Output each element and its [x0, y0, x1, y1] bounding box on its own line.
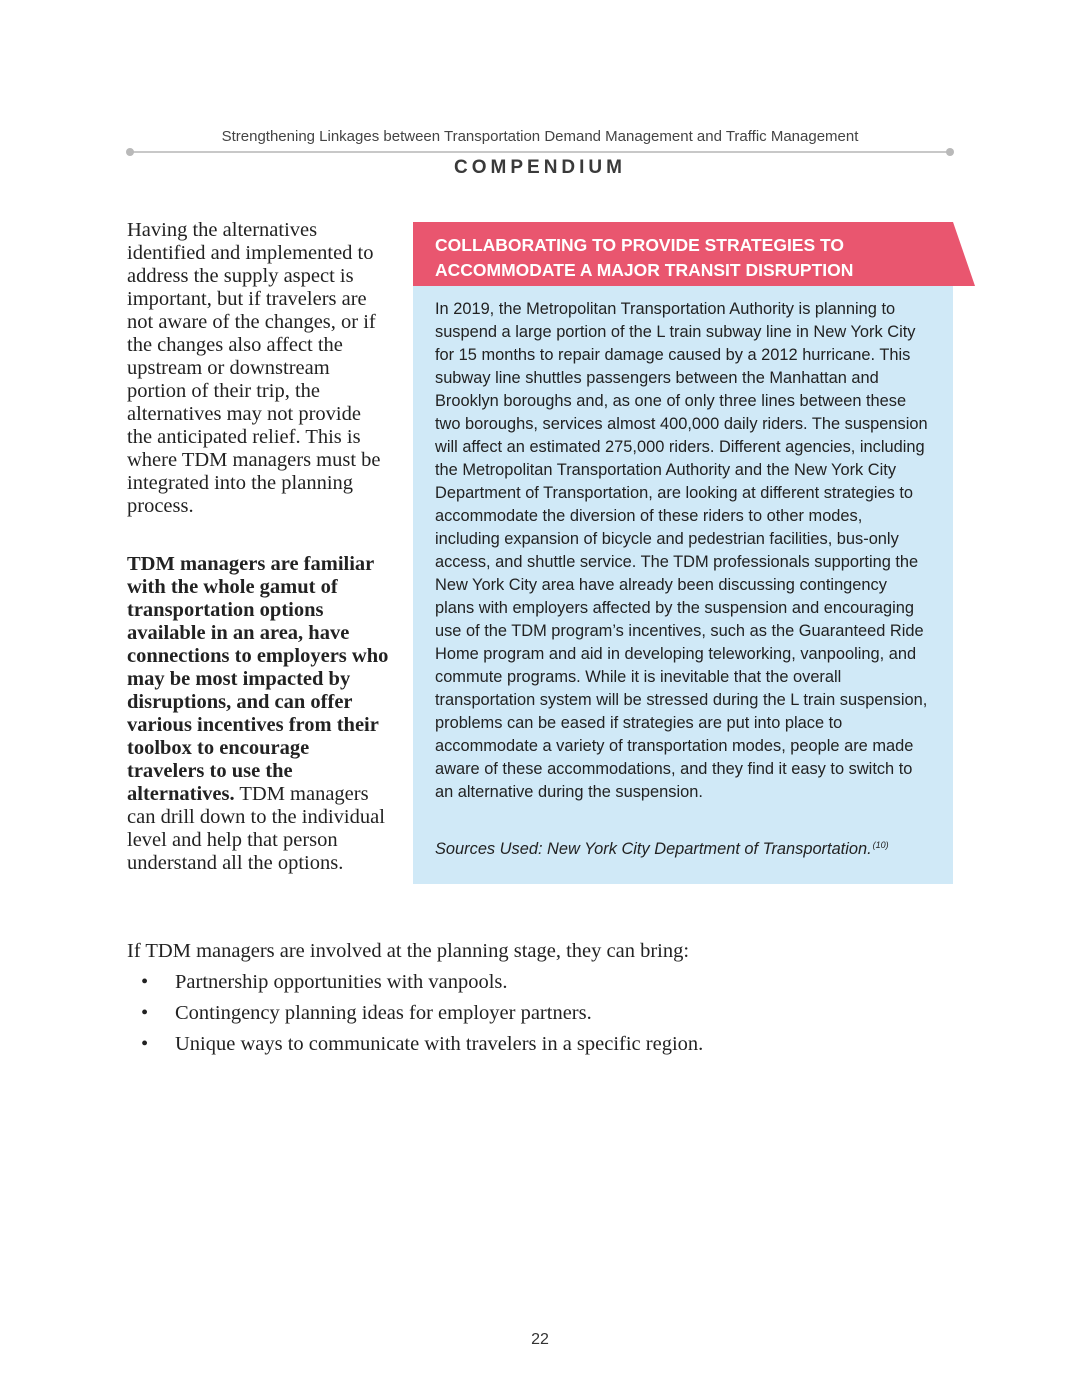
list-item — [127, 1032, 947, 1056]
sidebar-title: COLLABORATING TO PROVIDE STRATEGIES TO ACCOMMODATE A MAJOR TRANSIT DISRUPTION — [435, 235, 854, 280]
list-item-text: Contingency planning ideas for employer partners. — [175, 1002, 592, 1024]
sidebar-body — [435, 298, 930, 804]
compendium-label: COMPENDIUM — [454, 157, 626, 178]
paragraph-alternatives: Having the alternatives identified and implemented to address the supply aspect is important, but if travelers are not aware of the changes, or if the changes also affect the upstream or downstream portion of their trip, the alternatives may not provide the anticipated relief. This is where TDM managers must be integrated into the planning process. — [127, 219, 381, 517]
bullet-dot: • — [141, 1002, 149, 1024]
bullet-dot: • — [141, 971, 149, 993]
list-item — [127, 1001, 947, 1025]
left-column — [127, 219, 389, 875]
list-item — [127, 970, 947, 994]
page-number: 22 — [531, 1331, 549, 1348]
reference-number: (10) — [872, 840, 889, 850]
bullet-list — [127, 970, 947, 1063]
sidebar-source — [435, 834, 935, 861]
header-divider — [130, 151, 950, 153]
bullet-intro: If TDM managers are involved at the planning stage, they can bring: — [127, 940, 690, 962]
list-item-text: Unique ways to communicate with travelers in a specific region. — [175, 1033, 704, 1055]
list-item-text: Partnership opportunities with vanpools. — [175, 971, 508, 993]
paragraph-tdm-managers — [127, 553, 389, 875]
sidebar-paragraph: In 2019, the Metropolitan Transportation Authority is planning to suspend a large portion of the L train subway line in New York City for 15 months to repair damage caused by a 2012 hurricane. This subway line shuttles passengers between the Manhattan and Brooklyn boroughs and, as one of only three lines between these two boroughs, services almost 400,000 daily riders. The suspension will affect an estimated 275,000 riders. Different agencies, including the Metropolitan Transportation Authority and the New York City Department of Transportation, are looking at different strategies to accommodate the diversion of these riders to other modes, including expansion of bicycle and pedestrian facilities, bus-only access, and shuttle service. The TDM professionals supporting the New York City area have already been discussing contingency plans with employers affected by the suspension and encouraging use of the TDM program’s incentives, such as the Guaranteed Ride Home program and aid in developing teleworking, vanpooling, and commute programs. While it is inevitable that the overall transportation system will be stressed during the L train suspension, problems can be eased if strategies are put into place to accommodate a variety of transportation modes, people are made aware of these accommodations, and they find it easy to switch to an alternative during the suspension. — [435, 300, 928, 801]
emphasis-text: TDM managers are familiar with the whole gamut of transportation options available in an area, have connections to employers who may be most impacted by disruptions, and can offer various incentives from their toolbox to encourage travelers to use the alternatives. — [127, 553, 389, 805]
source-text: Sources Used: New York City Department of Transportation. — [435, 840, 872, 858]
bullet-dot: • — [141, 1033, 149, 1055]
running-header: Strengthening Linkages between Transportation Demand Management and Traffic Management — [221, 128, 859, 145]
paragraph-continuation: TDM managers can drill down to the individual level and help that person understand all the options. — [127, 783, 385, 874]
